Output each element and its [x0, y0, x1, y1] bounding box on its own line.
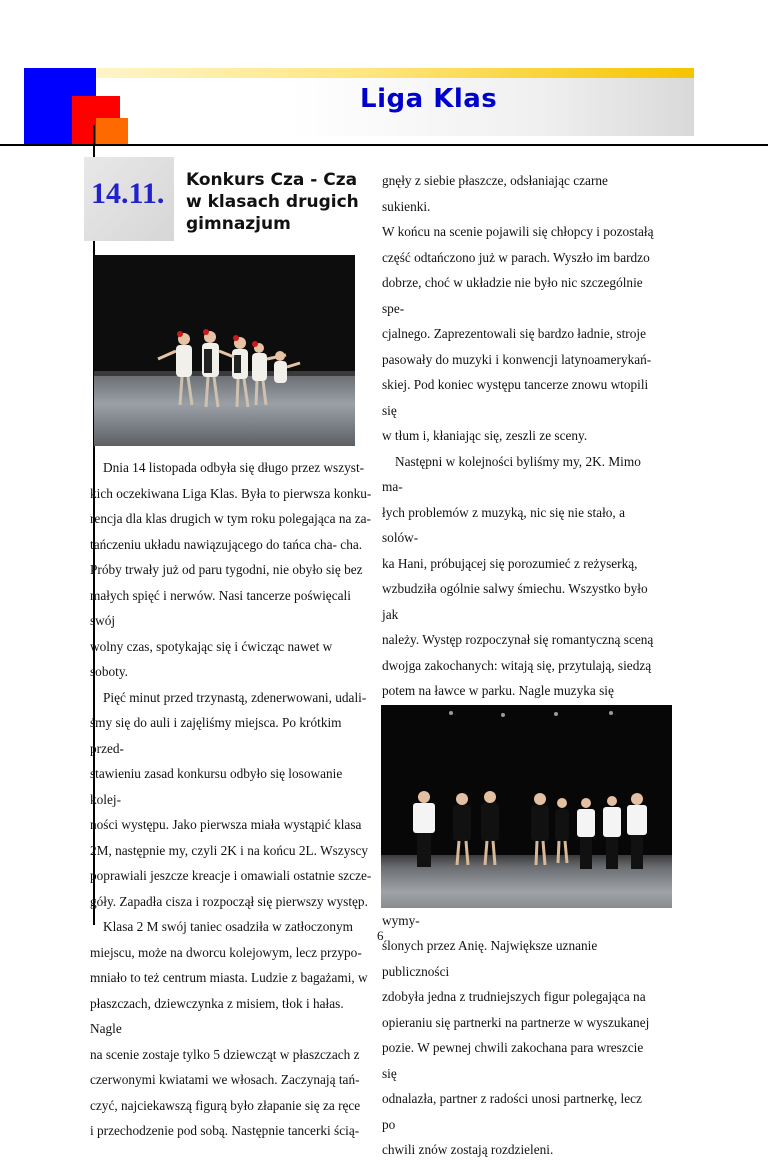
text-line: W końcu na scenie pojawili się chłopcy i pozostałą [382, 224, 654, 239]
text-line: małych spięć i nerwów. Nasi tancerze poświęcali swój [90, 587, 351, 628]
orange-square-decoration [96, 118, 128, 144]
text-line: Dnia 14 listopada odbyła się długo przez wszyst- [103, 460, 365, 475]
text-line: pozie. W pewnej chwili zakochana para wreszcie się [382, 1040, 644, 1081]
text-line: dobrze, choć w układzie nie było nic szczególnie spe- [382, 275, 643, 316]
text-line: na scenie zostaje tylko 5 dziewcząt w płaszczach z [90, 1046, 360, 1062]
header-yellow-stripe [96, 68, 694, 78]
article-body-right [382, 168, 658, 1163]
article-title: Konkurs Cza - Cza w klasach drugich gimnazjum [186, 170, 359, 234]
text-line: w tłum i, kłaniając się, zeszli ze sceny. [382, 428, 588, 443]
text-line: kich oczekiwana Liga Klas. Była to pierwsza konku- [90, 485, 372, 501]
text-line: mniało to też centrum miasta. Ludzie z bagażami, w [90, 970, 368, 985]
text-line: poprawiali jeszcze kreacje i omawiali ostatnie szcze- [90, 868, 372, 883]
text-line: miejscu, może na dworcu kolejowym, lecz przypo- [90, 944, 362, 960]
text-line: wymy- [382, 912, 420, 928]
page-title: Liga Klas [360, 84, 498, 114]
text-line: 2M, następnie my, czyli 2K i na końcu 2L. Wszyscy [90, 842, 369, 858]
text-line: ka Hani, próbującej się porozumieć z reżyserką, [382, 555, 638, 571]
text-line: Następni w kolejności byliśmy my, 2K. Mimo ma- [382, 453, 641, 494]
text-line: wolny czas, spotykając się i ćwicząc nawet w soboty. [90, 638, 333, 679]
text-line: wzbudziła ogólnie salwy śmiechu. Wszystko było jak [382, 581, 648, 622]
text-line: płaszczach, dziewczynka z misiem, tłok i hałas. Nagle [90, 995, 344, 1036]
text-line: opieraniu się partnerki na partnerze w wyszukanej [382, 1014, 650, 1030]
text-line: śmy się do auli i zajęliśmy miejsca. Po krótkim przed- [90, 715, 342, 756]
text-line: cjalnego. Zaprezentowali się bardzo ładnie, stroje [382, 326, 646, 341]
text-line: Klasa 2 M swój taniec osadziła w zatłoczonym [103, 919, 353, 934]
text-line: tańczeniu układu nawiązującego do tańca cha- cha. [90, 536, 363, 552]
text-line: skiej. Pod koniec występu tancerze znowu wtopili się [382, 377, 649, 418]
text-line: czyć, najciekawszą figurą było złapanie się za ręce [90, 1097, 361, 1113]
text-line: potem na ławce w parku. Nagle muzyka się [382, 683, 614, 698]
text-line: dwojga zakochanych: witają się, przytulają, siedzą [382, 657, 652, 673]
text-line: Pięć minut przed trzynastą, zdenerwowani, udali- [103, 689, 367, 705]
page-number: 6 [377, 928, 384, 943]
text-line: zdobyła jedna z trudniejszych figur polegająca na [382, 989, 646, 1004]
text-line: stawieniu zasad konkursu odbyło się losowanie kolej- [90, 766, 343, 807]
photo-dancers-group [381, 705, 672, 908]
article-body-left [90, 455, 372, 1144]
text-line: gnęły z siebie płaszcze, odsłaniając czarne sukienki. [382, 173, 608, 214]
text-line: należy. Występ rozpoczynał się romantyczną sceną [382, 632, 654, 647]
text-line: góły. Zapadła cisza i rozpoczął się pierwszy występ. [90, 893, 368, 909]
header-divider-line [0, 144, 768, 146]
text-line: pasowały do muzyki i konwencji latynoamerykań- [382, 351, 652, 367]
text-line: ności występu. Jako pierwsza miała wystąpić klasa [90, 817, 362, 832]
text-line: ślonych przez Anię. Największe uznanie publiczności [382, 938, 598, 979]
text-line: i przechodzenie pod sobą. Następnie tancerki ścią- [90, 1123, 360, 1138]
text-line: część odtańczono już w parach. Wyszło im bardzo [382, 249, 650, 265]
photo-dancers-stage [94, 255, 355, 446]
text-line: chwili znów zostają rozdzieleni. [382, 1142, 554, 1157]
text-line: rencja dla klas drugich w tym roku polegająca na za- [90, 511, 371, 526]
text-line: łych problemów z muzyką, nic się nie stało, a solów- [382, 504, 625, 545]
text-line: odnalazła, partner z radości unosi partnerkę, lecz po [382, 1091, 642, 1132]
text-line: czerwonymi kwiatami we włosach. Zaczynają tań- [90, 1072, 360, 1087]
text-line: Próby trwały już od paru tygodni, nie obyło się bez [90, 562, 363, 577]
article-date: 14.11. [91, 177, 165, 210]
